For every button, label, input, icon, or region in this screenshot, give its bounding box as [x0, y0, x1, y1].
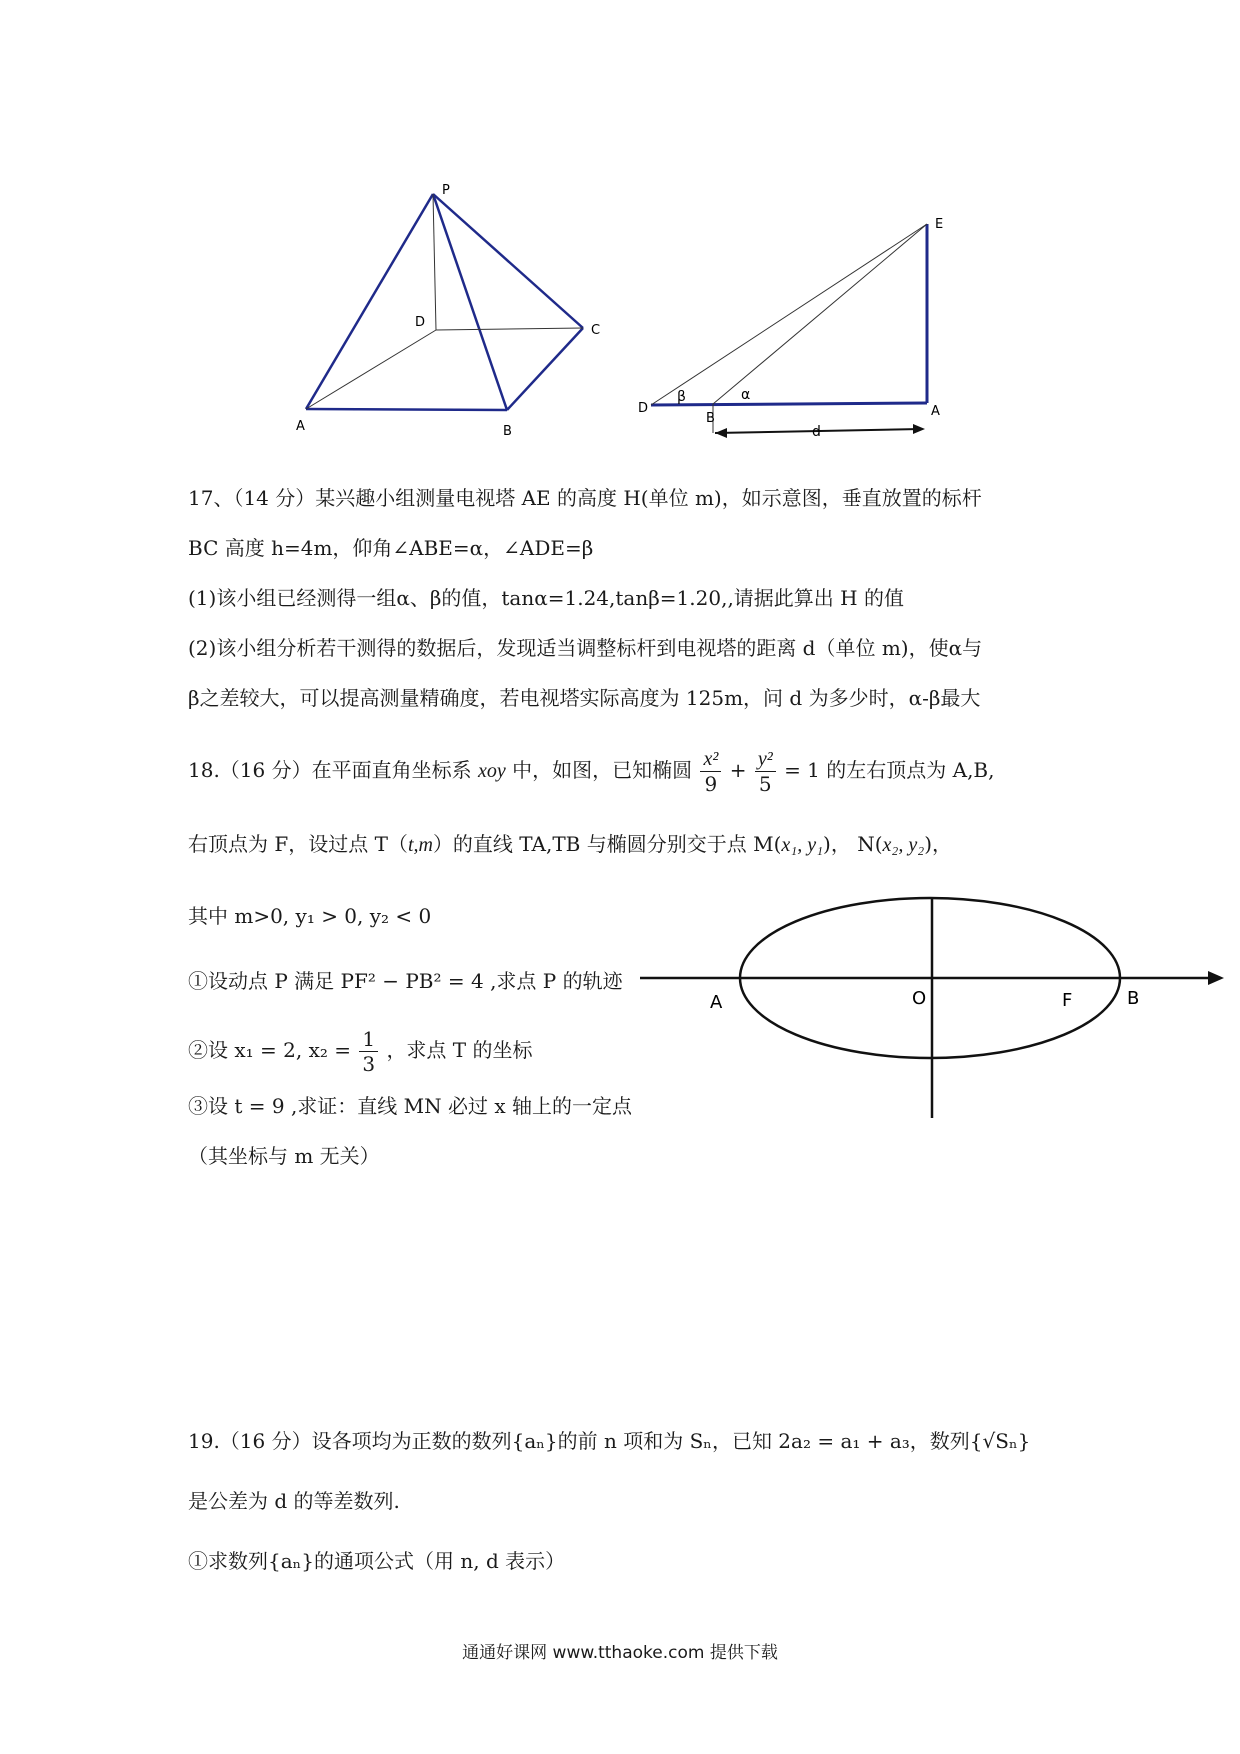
q18-line2-a: 右顶点为 F，设过点 T（: [188, 832, 408, 856]
footer-credit: 通通好课网 www.tthaoke.com 提供下载: [462, 1643, 778, 1663]
q18-tm: t,m: [407, 834, 433, 856]
pyramid-figure: [290, 180, 610, 440]
label-D: D: [415, 315, 426, 330]
q19-line1: 19.（16 分）设各项均为正数的数列{aₙ}的前 n 项和为 Sₙ，已知 2a₂ = a₁ + a₃，数列{√Sₙ}: [188, 1429, 1031, 1453]
ellipse-frac-x: [700, 747, 721, 796]
q18-n-prefix: N(: [857, 832, 883, 856]
label-D: D: [638, 401, 649, 416]
q18-n-coords: x₂, y₂: [882, 834, 925, 856]
label-F: F: [1062, 990, 1073, 1011]
sight-DE: [651, 224, 927, 405]
equals-one: = 1: [784, 758, 820, 782]
frac-y-denominator: 5: [758, 772, 772, 796]
part2-frac: [359, 1027, 378, 1076]
q18-part4: （其坐标与 m 无关）: [188, 1144, 380, 1168]
q17-line5: β之差较大，可以提高测量精确度，若电视塔实际高度为 125m，问 d 为多少时，α-β最大: [188, 686, 981, 710]
ellipse-figure: [630, 880, 1230, 1120]
frac-x-numerator: x²: [700, 747, 721, 772]
q18-intro: [188, 740, 994, 801]
ellipse-frac-y: [755, 747, 776, 796]
q18-part3: ③设 t = 9 ,求证：直线 MN 必过 x 轴上的一定点: [188, 1094, 632, 1118]
ground-line: [651, 403, 927, 405]
q17-line2: BC 高度 h=4m，仰角∠ABE=α，∠ADE=β: [188, 536, 594, 560]
edge-PD: [433, 194, 436, 330]
q17-line1: 17、（14 分）某兴趣小组测量电视塔 AE 的高度 H(单位 m)，如示意图，垂直放置的标杆: [188, 486, 982, 510]
part2-frac-numerator: 1: [359, 1027, 378, 1052]
label-d: d: [812, 424, 821, 440]
label-A: A: [710, 992, 723, 1013]
label-B: B: [1127, 988, 1140, 1009]
edge-BC: [507, 328, 583, 410]
arrowhead-left: [715, 428, 727, 438]
q18-line3: 其中 m>0, y₁ > 0, y₂ < 0: [188, 904, 432, 928]
q18-m-coords: x₁, y₁: [781, 834, 824, 856]
q19-line2: 是公差为 d 的等差数列.: [188, 1489, 400, 1513]
label-P: P: [442, 183, 450, 198]
q18-line2: [188, 830, 952, 859]
label-beta: β: [677, 389, 686, 405]
frac-y-numerator: y²: [755, 747, 776, 772]
q18-line2-d: )，: [924, 832, 953, 856]
label-B: B: [706, 411, 715, 426]
label-B: B: [503, 424, 512, 439]
q18-intro-b: 中，如图，已知椭圆: [512, 758, 693, 782]
arrowhead-right: [913, 424, 925, 434]
q18-intro-c: 的左右顶点为 A,B,: [826, 758, 995, 782]
q18-part2: [188, 1020, 533, 1080]
part2-frac-denominator: 3: [362, 1052, 376, 1076]
plus-sign: +: [729, 758, 747, 782]
edge-AB: [306, 409, 507, 410]
q18-part2-a: ②设 x₁ = 2, x₂ =: [188, 1038, 351, 1062]
label-A: A: [931, 404, 940, 419]
q17-line4: (2)该小组分析若干测得的数据后，发现适当调整标杆到电视塔的距离 d（单位 m)，使α与: [188, 636, 983, 660]
sight-BE: [713, 224, 927, 404]
q18-line2-b: ）的直线 TA,TB 与椭圆分别交于点 M(: [432, 832, 782, 856]
q17-line3: (1)该小组已经测得一组α、β的值，tanα=1.24,tanβ=1.20,,请据此算出 H 的值: [188, 586, 904, 610]
q19-line3: ①求数列{aₙ}的通项公式（用 n, d 表示）: [188, 1549, 566, 1573]
x-axis-arrow: [1208, 971, 1224, 985]
q18-xoy: xoy: [477, 760, 506, 782]
label-E: E: [935, 217, 944, 232]
edge-PA: [306, 194, 433, 409]
tower-figure: [635, 210, 955, 450]
q18-intro-a: 18.（16 分）在平面直角坐标系: [188, 758, 472, 782]
label-C: C: [591, 323, 601, 338]
q18-part1: ①设动点 P 满足 PF² − PB² = 4 ,求点 P 的轨迹: [188, 969, 623, 993]
edge-DC: [436, 328, 583, 330]
q18-part2-b: ，求点 T 的坐标: [386, 1038, 533, 1062]
label-A: A: [296, 419, 305, 434]
frac-x-denominator: 9: [704, 772, 718, 796]
edge-DA: [306, 330, 436, 409]
label-alpha: α: [741, 387, 751, 403]
label-O: O: [912, 988, 927, 1009]
q18-line2-c: )，: [823, 832, 851, 856]
